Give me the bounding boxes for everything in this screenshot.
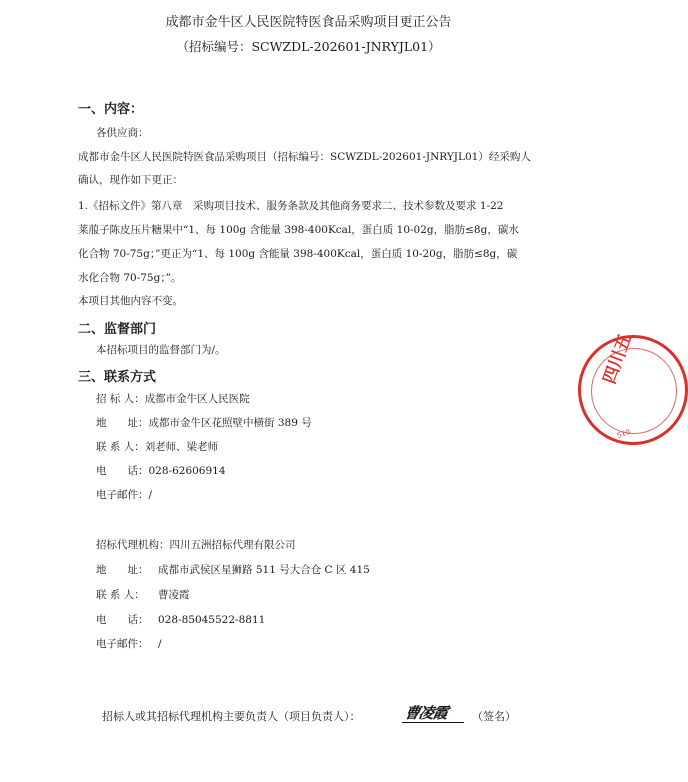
agent-name: 四川五洲招标代理有限公司 [169,539,296,551]
section-content-heading: 一、内容： [78,102,144,117]
document-title: 成都市金牛区人民医院特医食品采购项目更正公告 [165,15,452,30]
agent-address-label: 地 址： [96,564,149,576]
agent-address-row [96,562,370,577]
intro-line-2: 确认，现作如下更正： [78,174,183,186]
correction-line-3: 化合物 70-75g；”更正为“1、每 100g 含能量 398-400Kcal，蛋白质 10-20g，脂肪≤8g，碳 [78,248,518,260]
agent-email: / [158,638,162,650]
signature-underline [402,722,464,723]
handwritten-signature: 曹凌霞 [403,704,449,722]
buyer-phone-row [96,463,226,478]
section-contact-heading: 三、联系方式 [78,370,157,385]
agent-address: 成都市武侯区星狮路 511 号大合仓 C 区 415 [158,564,370,576]
seal-number: 510 [616,427,632,441]
buyer-contact-label: 联 系 人： [96,441,145,453]
agent-contact-label: 联 系 人： [96,589,145,601]
agent-phone-row [96,612,265,627]
agent-email-label: 电子邮件： [96,638,149,650]
buyer-name: 成都市金牛区人民医院 [144,393,250,405]
intro-line-1: 成都市金牛区人民医院特医食品采购项目（招标编号：SCWZDL-202601-JNRYJL01）经采购人 [78,151,531,163]
buyer-name-label: 招 标 人： [96,393,145,405]
buyer-address-label: 地 址： [96,417,149,429]
agent-email-row [96,636,162,651]
buyer-contact: 刘老师、梁老师 [144,441,219,453]
buyer-email: / [148,489,153,501]
agent-phone-label: 电 话： [96,614,149,626]
correction-line-2: 莱菔子陈皮压片糖果中“1、每 100g 含能量 398-400Kcal，蛋白质 10-02g，脂肪≤8g，碳水 [78,224,519,236]
tender-number: （招标编号：SCWZDL-202601-JNRYJL01） [176,39,441,54]
buyer-address-row [96,415,312,430]
buyer-email-row [96,487,152,502]
official-seal-stamp [578,331,688,445]
supervision-text: 本招标项目的监督部门为/。 [96,344,226,356]
buyer-contact-row [96,439,218,454]
seal-text: 四川五 [599,331,636,387]
section-supervision-heading: 二、监督部门 [78,322,157,337]
agent-name-row [96,537,296,552]
agent-phone: 028-85045522-8811 [158,614,266,626]
agent-contact: 曹凌霞 [158,589,190,601]
buyer-phone: 028-62606914 [148,465,226,477]
correction-line-4: 水化合物 70-75g；”。 [78,272,182,284]
correction-line-1: 1.《招标文件》第八章 采购项目技术、服务条款及其他商务要求二、技术参数及要求 1-22 [78,200,504,212]
closing-text: 本项目其他内容不变。 [78,295,183,307]
agent-contact-row [96,587,190,602]
sign-label: 招标人或其招标代理机构主要负责人（项目负责人）： [102,710,361,723]
buyer-email-label: 电子邮件： [96,489,149,501]
buyer-address: 成都市金牛区花照壁中横街 389 号 [148,417,312,429]
greeting-text: 各供应商： [96,127,149,139]
buyer-phone-label: 电 话： [96,465,149,477]
agent-name-label: 招标代理机构： [96,539,170,551]
buyer-name-row [96,391,250,406]
sign-suffix: （签名） [472,710,516,723]
